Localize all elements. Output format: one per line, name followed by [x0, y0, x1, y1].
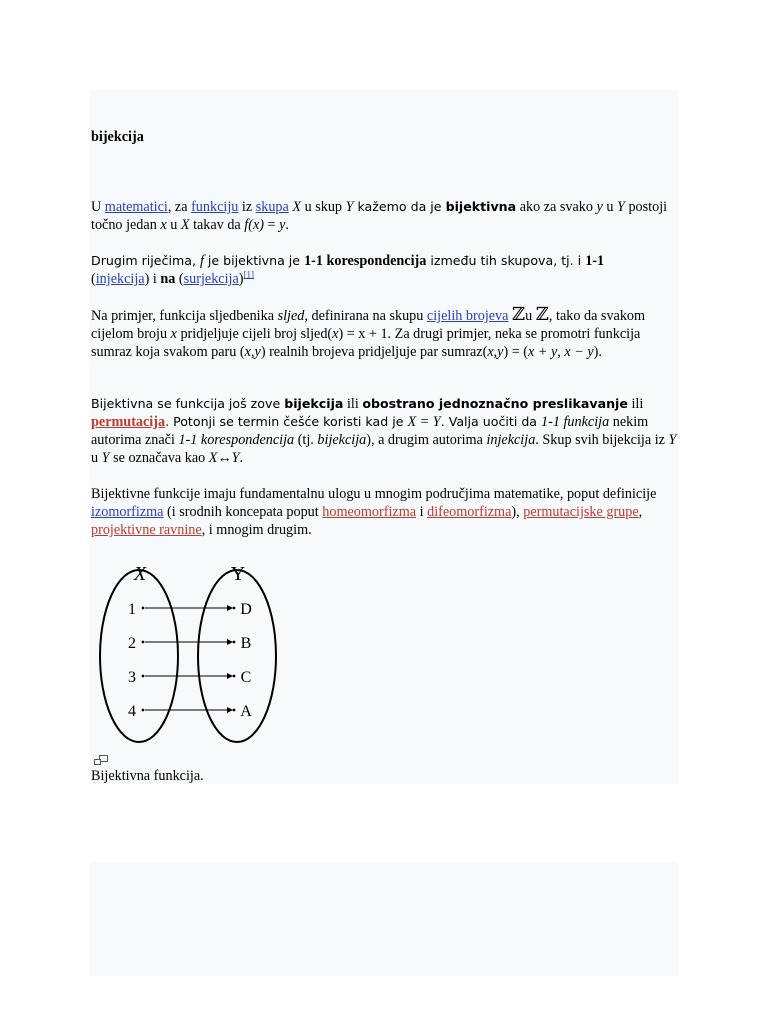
paragraph-definition: U matematici, za funkciju iz skupa X u skup Y kažemo da je bijektivna ako za svako y u Y postoji točno jedan x u X takav da f(x) = y.	[91, 199, 668, 233]
link-matematici[interactable]: matematici	[104, 199, 168, 215]
domain-point	[142, 607, 145, 610]
domain-point	[142, 641, 145, 644]
codomain-point	[233, 641, 236, 644]
bijection-diagram	[98, 562, 288, 744]
codomain-element-B: B	[240, 635, 252, 652]
codomain-point	[233, 675, 236, 678]
paragraph-primjer: Na primjer, funkcija sljedbenika sljed, definirana na skupu cijelih brojeva ℤu ℤ, tako da svakom cijelom broju x pridjeljuje cijeli broj sljed(x) = x + 1. Za drugi primjer, neka se promotri funkcija sumraz koja svakom paru (x,y) realnih brojeva pridjeljuje par sumraz(x,y) = (x + y, x − y).	[91, 304, 646, 360]
link-funkciju[interactable]: funkciju	[191, 199, 239, 215]
set-x-ellipse	[100, 570, 178, 742]
domain-element-2: 2	[128, 635, 136, 652]
paragraph-korespondencija: Drugim riječima, f je bijektivna je 1-1 korespondencija između tih skupova, tj. i 1-1 (injekcija) i na (surjekcija)[1]	[91, 253, 605, 287]
link-difeomorfizma[interactable]: difeomorfizma	[427, 504, 512, 520]
integers-symbol: ℤ	[535, 304, 549, 325]
integers-symbol: ℤ	[512, 304, 526, 325]
link-permutacija[interactable]: permutacija	[91, 414, 166, 430]
domain-point	[142, 675, 145, 678]
codomain-element-C: C	[240, 669, 252, 686]
content-panel-bottom	[90, 862, 678, 976]
link-projektivne-ravnine[interactable]: projektivne ravnine	[91, 522, 202, 538]
domain-element-3: 3	[128, 669, 136, 686]
reference-1[interactable]: [1]	[243, 269, 255, 280]
codomain-point	[233, 709, 236, 712]
link-injekcija[interactable]: injekcija	[95, 271, 145, 287]
link-permutacijske-grupe[interactable]: permutacijske grupe	[523, 504, 639, 520]
domain-element-4: 4	[128, 703, 136, 720]
link-cijelih-brojeva[interactable]: cijelih brojeva	[426, 308, 509, 324]
codomain-element-A: A	[240, 703, 252, 720]
domain-element-1: 1	[128, 601, 136, 618]
enlarge-icon[interactable]	[94, 755, 108, 765]
link-surjekcija[interactable]: surjekcija	[183, 271, 239, 287]
link-skupa[interactable]: skupa	[255, 199, 289, 215]
figure-caption: Bijektivna funkcija.	[91, 768, 204, 784]
paragraph-nazivi: Bijektivna se funkcija još zove bijekcija ili obostrano jednoznačno preslikavanje ili permutacija. Potonji se termin češće koristi kad je X = Y. Valja uočiti da 1-1 funkcija nekim autorima znači 1-1 korespondencija (tj. bijekcija), a drugim autorima injekcija. Skup svih bijekcija iz Y u Y se označava kao X↔Y.	[91, 396, 677, 466]
codomain-element-D: D	[240, 601, 252, 618]
codomain-point	[233, 607, 236, 610]
article-title: bijekcija	[91, 129, 144, 145]
paragraph-uloga: Bijektivne funkcije imaju fundamentalnu ulogu u mnogim područjima matematike, poput definicije izomorfizma (i srodnih koncepata poput homeomorfizma i difeomorfizma), permutacijske grupe, projektivne ravnine, i mnogim drugim.	[91, 486, 657, 538]
set-y-ellipse	[198, 570, 276, 742]
set-x-label: X	[133, 563, 147, 585]
set-y-label: Y	[230, 563, 246, 585]
link-homeomorfizma[interactable]: homeomorfizma	[322, 504, 417, 520]
domain-point	[142, 709, 145, 712]
link-izomorfizma[interactable]: izomorfizma	[91, 504, 164, 520]
